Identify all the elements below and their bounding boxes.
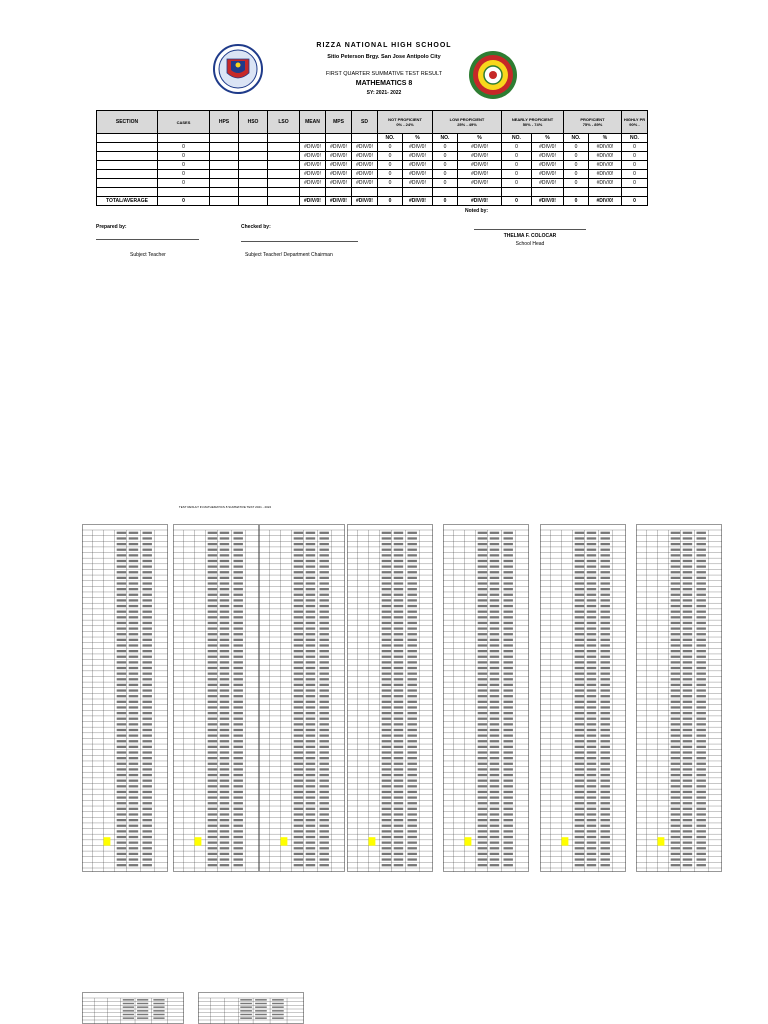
checked-by-label: Checked by: [241, 224, 271, 230]
cell-sd: #DIV/0! [352, 161, 378, 170]
col-sd: SD [352, 111, 378, 134]
prepared-by-label: Prepared by: [96, 224, 127, 230]
prepared-role: Subject Teacher [130, 252, 166, 258]
cell-nrp-no: 0 [502, 152, 532, 161]
col-low-proficient: LOW PROFICIENT 25% - 49% [433, 111, 502, 134]
cell-np-no: 0 [378, 143, 403, 152]
cell-nrp-pct: #DIV/0! [532, 143, 564, 152]
cell-lp-pct: #DIV/0! [458, 152, 502, 161]
cell-p-no: 0 [564, 170, 589, 179]
summary-table [96, 110, 648, 206]
cell-p-no: 0 [564, 152, 589, 161]
cell-nrp-pct: #DIV/0! [532, 170, 564, 179]
cell-hp-no: 0 [622, 161, 648, 170]
cell-mean: #DIV/0! [300, 143, 326, 152]
cell-p-pct: #DIV/0! [589, 143, 622, 152]
section-row [97, 143, 648, 152]
cell-p-pct: #DIV/0! [589, 161, 622, 170]
detail-sheet-thumbnail [259, 524, 345, 872]
cell-hp-no: 0 [622, 143, 648, 152]
detail-sheet-thumbnail [540, 524, 626, 872]
p-no-head: NO. [564, 134, 589, 143]
cell-nrp-no: 0 [502, 179, 532, 188]
cell-hp-no: 0 [622, 179, 648, 188]
cell-np-pct: #DIV/0! [403, 143, 433, 152]
cell-p-no: 0 [564, 179, 589, 188]
section-row [97, 170, 648, 179]
col-lso: LSO [268, 111, 300, 134]
detail-sheet-thumbnail [443, 524, 529, 872]
col-mean: MEAN [300, 111, 326, 134]
cell-nrp-no: 0 [502, 170, 532, 179]
detail-sheet-title: TEST RESULT IN MATHEMATICS 8 SUMMATIVE TEST 2021 - 2022 [178, 505, 272, 509]
cell-np-no: 0 [378, 152, 403, 161]
cell-lp-no: 0 [433, 161, 458, 170]
col-hps: HPS [210, 111, 239, 134]
noted-by-label: Noted by: [465, 208, 489, 214]
col-hso: HSO [239, 111, 268, 134]
cell-lp-pct: #DIV/0! [458, 161, 502, 170]
col-proficient: PROFICIENT 75% - 89% [564, 111, 622, 134]
cell-lp-no: 0 [433, 170, 458, 179]
cell-cases: 0 [158, 161, 210, 170]
col-mps: MPS [326, 111, 352, 134]
cell-p-no: 0 [564, 143, 589, 152]
detail-sheet-thumbnail [347, 524, 433, 872]
cell-sd: #DIV/0! [352, 170, 378, 179]
section-row [97, 161, 648, 170]
cell-cases: 0 [158, 170, 210, 179]
prepared-signature-line [96, 239, 199, 240]
cell-mean: #DIV/0! [300, 170, 326, 179]
col-cases: CASES [158, 111, 210, 134]
lp-no-head: NO. [433, 134, 458, 143]
np-no-head: NO. [378, 134, 403, 143]
cell-cases: 0 [158, 143, 210, 152]
school-name: RIZZA NATIONAL HIGH SCHOOL [316, 42, 452, 49]
cell-p-pct: #DIV/0! [589, 152, 622, 161]
cell-np-no: 0 [378, 179, 403, 188]
noted-signature-line [474, 229, 586, 230]
cell-lp-no: 0 [433, 152, 458, 161]
report-title: FIRST QUARTER SUMMATIVE TEST RESULT [325, 71, 443, 77]
cell-hp-no: 0 [622, 170, 648, 179]
noted-name: THELMA F. COLOCAR [503, 233, 557, 239]
total-row: TOTAL/AVERAGE 0 #DIV/0! #DIV/0! #DIV/0! 0 #DIV/0! 0 #DIV/0! 0 #DIV/0! 0 #DIV/0! 0 [97, 197, 648, 206]
cell-nrp-no: 0 [502, 161, 532, 170]
cell-lp-pct: #DIV/0! [458, 143, 502, 152]
cell-mean: #DIV/0! [300, 152, 326, 161]
cell-p-no: 0 [564, 161, 589, 170]
col-not-proficient: NOT PROFICIENT 0% - 24% [378, 111, 433, 134]
hp-no-head: NO. [622, 134, 648, 143]
col-section: SECTION [97, 111, 158, 134]
cell-p-pct: #DIV/0! [589, 179, 622, 188]
school-address: Sitio Peterson Brgy. San Jose Antipolo City [327, 54, 441, 60]
detail-sheet-thumbnail [82, 524, 168, 872]
cell-mps: #DIV/0! [326, 170, 352, 179]
cell-np-pct: #DIV/0! [403, 152, 433, 161]
cell-nrp-no: 0 [502, 143, 532, 152]
nrp-pct-head: % [532, 134, 564, 143]
detail-sheet-thumbnail [636, 524, 722, 872]
detail-sheet-thumbnail [173, 524, 259, 872]
cell-lp-no: 0 [433, 179, 458, 188]
cell-np-pct: #DIV/0! [403, 161, 433, 170]
subject-title: MATHEMATICS 8 [355, 80, 413, 87]
detail-sheet-thumbnail [82, 992, 184, 1024]
cell-np-pct: #DIV/0! [403, 170, 433, 179]
cell-sd: #DIV/0! [352, 152, 378, 161]
section-row [97, 179, 648, 188]
np-pct-head: % [403, 134, 433, 143]
cell-mps: #DIV/0! [326, 179, 352, 188]
cell-nrp-pct: #DIV/0! [532, 152, 564, 161]
checked-role: Subject Teacher/ Department Chairman [245, 252, 333, 258]
cell-p-pct: #DIV/0! [589, 170, 622, 179]
p-pct-head: % [589, 134, 622, 143]
cell-np-no: 0 [378, 170, 403, 179]
section-row [97, 152, 648, 161]
header-row [97, 111, 648, 134]
cell-mean: #DIV/0! [300, 179, 326, 188]
cell-np-pct: #DIV/0! [403, 179, 433, 188]
cell-cases: 0 [158, 152, 210, 161]
cell-nrp-pct: #DIV/0! [532, 161, 564, 170]
checked-signature-line [241, 241, 358, 242]
cell-lp-no: 0 [433, 143, 458, 152]
cell-lp-pct: #DIV/0! [458, 170, 502, 179]
subheader-row [97, 134, 648, 143]
blank-row [97, 188, 648, 197]
noted-role: School Head [515, 241, 545, 247]
col-nearly-proficient: NEARLY PROFICIENT 50% - 74% [502, 111, 564, 134]
cell-nrp-pct: #DIV/0! [532, 179, 564, 188]
cell-hp-no: 0 [622, 152, 648, 161]
cell-mps: #DIV/0! [326, 143, 352, 152]
cell-cases: 0 [158, 179, 210, 188]
cell-mps: #DIV/0! [326, 161, 352, 170]
school-year: SY: 2021- 2022 [366, 90, 402, 96]
cell-mps: #DIV/0! [326, 152, 352, 161]
cell-lp-pct: #DIV/0! [458, 179, 502, 188]
cell-sd: #DIV/0! [352, 143, 378, 152]
cell-sd: #DIV/0! [352, 179, 378, 188]
cell-np-no: 0 [378, 161, 403, 170]
total-label: TOTAL/AVERAGE [97, 197, 158, 206]
nrp-no-head: NO. [502, 134, 532, 143]
detail-sheet-thumbnail [198, 992, 304, 1024]
lp-pct-head: % [458, 134, 502, 143]
cell-mean: #DIV/0! [300, 161, 326, 170]
col-highly-proficient: HIGHLY PR 90% - [622, 111, 648, 134]
